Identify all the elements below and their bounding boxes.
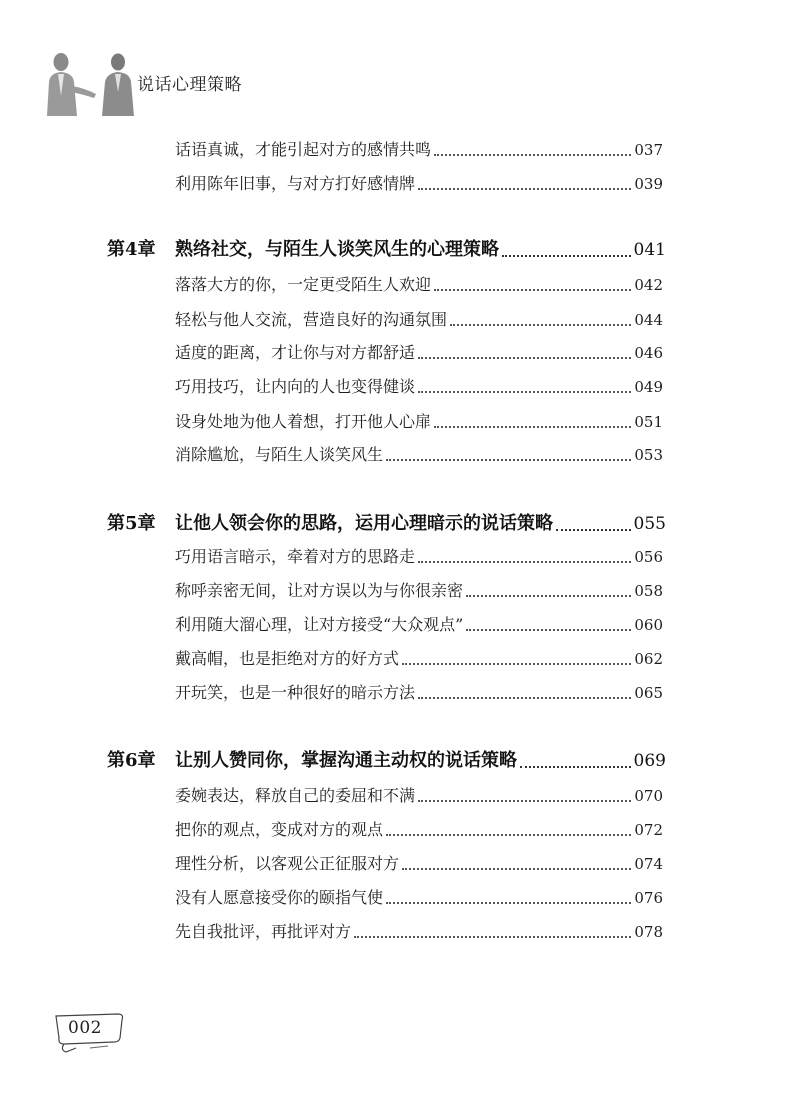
dot-leader xyxy=(434,154,631,156)
dot-leader xyxy=(386,834,631,836)
entry-title: 落落大方的你，一定更受陌生人欢迎 xyxy=(175,275,432,294)
toc-entry[interactable] xyxy=(175,547,663,567)
toc-entry[interactable] xyxy=(175,786,663,806)
entry-title: 适度的距离，才让你与对方都舒适 xyxy=(175,343,416,362)
entry-title: 没有人愿意接受你的颐指气使 xyxy=(175,888,384,907)
entry-title: 戴高帽，也是拒绝对方的好方式 xyxy=(175,649,400,668)
toc-entry[interactable] xyxy=(175,854,663,874)
entry-title: 利用陈年旧事，与对方打好感情牌 xyxy=(175,174,416,193)
entry-page: 051 xyxy=(634,413,663,431)
toc-entry[interactable] xyxy=(175,310,663,330)
entry-page: 076 xyxy=(634,889,663,907)
chapter-page: 055 xyxy=(633,514,666,534)
chapter-title: 让别人赞同你，掌握沟通主动权的说话策略 xyxy=(175,750,517,771)
dot-leader xyxy=(354,936,631,938)
chapter-page: 041 xyxy=(633,240,666,260)
entry-title: 轻松与他人交流，营造良好的沟通氛围 xyxy=(175,310,448,329)
entry-title: 理性分析，以客观公正征服对方 xyxy=(175,854,400,873)
entry-page: 060 xyxy=(634,616,663,634)
entry-page: 074 xyxy=(634,855,663,873)
entry-title: 先自我批评，再批评对方 xyxy=(175,922,352,941)
dot-leader xyxy=(556,529,631,531)
toc-entry[interactable] xyxy=(175,615,663,635)
chapter-title: 熟络社交，与陌生人谈笑风生的心理策略 xyxy=(175,239,499,260)
page-number: 002 xyxy=(68,1018,102,1038)
dot-leader xyxy=(434,426,631,428)
toc-entry[interactable] xyxy=(175,174,663,194)
toc-entry[interactable] xyxy=(175,649,663,669)
dot-leader xyxy=(418,391,631,393)
dot-leader xyxy=(418,188,631,190)
dot-leader xyxy=(450,324,631,326)
entry-page: 062 xyxy=(634,650,663,668)
chapter-page: 069 xyxy=(633,751,666,771)
chapter-number: 第6章 xyxy=(107,750,156,771)
toc-entry[interactable] xyxy=(175,888,663,908)
dot-leader xyxy=(418,697,631,699)
toc-entry[interactable] xyxy=(175,922,663,942)
entry-page: 072 xyxy=(634,821,663,839)
entry-title: 称呼亲密无间，让对方误以为与你很亲密 xyxy=(175,581,464,600)
entry-page: 053 xyxy=(634,446,663,464)
dot-leader xyxy=(466,595,631,597)
entry-page: 039 xyxy=(634,175,663,193)
entry-title: 巧用技巧，让内向的人也变得健谈 xyxy=(175,377,416,396)
chapter-heading-5[interactable] xyxy=(107,512,666,536)
toc-entry[interactable] xyxy=(175,275,663,295)
dot-leader xyxy=(386,902,631,904)
entry-page: 056 xyxy=(634,548,663,566)
dot-leader xyxy=(418,561,631,563)
toc-entry[interactable] xyxy=(175,343,663,363)
toc-entry[interactable] xyxy=(175,445,663,465)
dot-leader xyxy=(502,255,631,257)
entry-page: 070 xyxy=(634,787,663,805)
entry-page: 046 xyxy=(634,344,663,362)
dot-leader xyxy=(418,800,631,802)
entry-title: 话语真诚，才能引起对方的感情共鸣 xyxy=(175,140,432,159)
entry-title: 利用随大溜心理，让对方接受“大众观点” xyxy=(175,615,464,634)
entry-title: 把你的观点，变成对方的观点 xyxy=(175,820,384,839)
dot-leader xyxy=(466,629,631,631)
dot-leader xyxy=(520,766,631,768)
toc-entry[interactable] xyxy=(175,581,663,601)
toc-entry[interactable] xyxy=(175,683,663,703)
chapter-heading-6[interactable] xyxy=(107,749,666,773)
entry-title: 开玩笑，也是一种很好的暗示方法 xyxy=(175,683,416,702)
toc-entry[interactable] xyxy=(175,377,663,397)
chapter-title: 让他人领会你的思路，运用心理暗示的说话策略 xyxy=(175,513,553,534)
entry-page: 049 xyxy=(634,378,663,396)
entry-page: 058 xyxy=(634,582,663,600)
chapter-heading-4[interactable] xyxy=(107,238,666,262)
dot-leader xyxy=(402,868,631,870)
entry-title: 设身处地为他人着想，打开他人心扉 xyxy=(175,412,432,431)
book-title: 说话心理策略 xyxy=(137,75,242,95)
dot-leader xyxy=(418,357,631,359)
toc-entry[interactable] xyxy=(175,412,663,432)
dot-leader xyxy=(434,289,631,291)
entry-page: 044 xyxy=(634,311,663,329)
dot-leader xyxy=(386,459,631,461)
entry-title: 消除尴尬，与陌生人谈笑风生 xyxy=(175,445,384,464)
entry-page: 078 xyxy=(634,923,663,941)
entry-page: 037 xyxy=(634,141,663,159)
entry-title: 委婉表达，释放自己的委屈和不满 xyxy=(175,786,416,805)
toc-entry[interactable] xyxy=(175,820,663,840)
entry-page: 065 xyxy=(634,684,663,702)
chapter-number: 第5章 xyxy=(107,513,156,534)
toc-entry[interactable] xyxy=(175,140,663,160)
dot-leader xyxy=(402,663,631,665)
chapter-number: 第4章 xyxy=(107,239,156,260)
entry-page: 042 xyxy=(634,276,663,294)
entry-title: 巧用语言暗示，牵着对方的思路走 xyxy=(175,547,416,566)
